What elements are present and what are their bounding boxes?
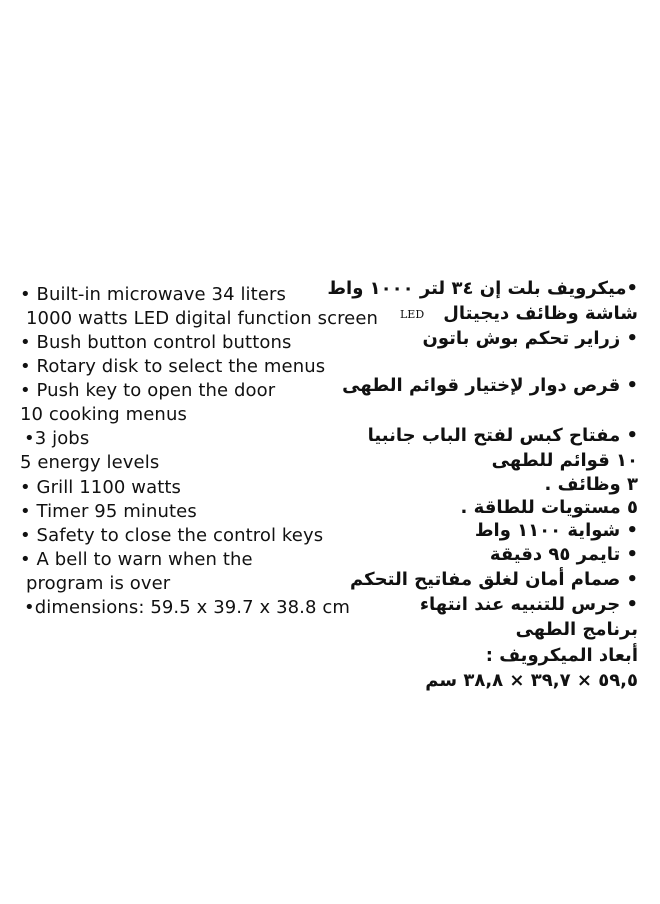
ar-line-push-key: • مفتاح كبس لفتح الباب جانبيا (367, 425, 638, 446)
ar-line-safety: • صمام أمان لغلق مفاتيح التحكم (350, 569, 638, 590)
ar-line-digital-screen: شاشة وظائف ديجيتال (443, 303, 638, 324)
en-line-built-in: • Built-in microwave 34 liters (20, 284, 286, 305)
en-line-led-screen: 1000 watts LED digital function screen (26, 308, 379, 329)
en-line-bell: • A bell to warn when the (20, 549, 253, 570)
ar-line-timer: • تايمر ٩٥ دقيقة (489, 544, 638, 565)
en-line-energy-levels: 5 energy levels (20, 452, 160, 473)
en-line-program-over: program is over (26, 573, 171, 594)
ar-line-dimensions-value: ٥٩,٥ × ٣٩,٧ × ٣٨,٨ سم (425, 670, 638, 691)
ar-line-cooking-menus: ١٠ قوائم للطهى (491, 450, 638, 471)
en-line-grill: • Grill 1100 watts (20, 477, 181, 498)
en-line-push-key: • Push key to open the door (20, 380, 276, 401)
en-line-bush-button: • Bush button control buttons (20, 332, 292, 353)
ar-line-rotary-disk: • قرص دوار لإختيار قوائم الطهى (342, 375, 638, 396)
en-line-dimensions: •dimensions: 59.5 x 39.7 x 38.8 cm (24, 597, 351, 618)
en-line-cooking-menus: 10 cooking menus (20, 404, 187, 425)
ar-line-jobs: ٣ وظائف . (544, 474, 638, 495)
ar-line-built-in: •ميكرويف بلت إن ٣٤ لتر ١٠٠٠ واط (327, 278, 638, 299)
ar-line-dimensions-label: أبعاد الميكرويف : (485, 645, 638, 666)
ar-line-energy-levels: ٥ مستويات للطاقة . (460, 497, 638, 518)
ar-line-bell: • جرس للتنبيه عند انتهاء (419, 594, 638, 615)
arabic-spec-list (300, 0, 660, 904)
ar-line-grill: • شواية ١١٠٠ واط (474, 520, 638, 541)
ar-line-program: برنامج الطهى (515, 619, 638, 640)
en-line-safety: • Safety to close the control keys (20, 525, 324, 546)
en-line-jobs: •3 jobs (24, 428, 90, 449)
ar-line-push-buttons: • زراير تحكم بوش باتون (422, 328, 638, 349)
led-label: LED (400, 308, 425, 321)
en-line-timer: • Timer 95 minutes (20, 501, 197, 522)
en-line-rotary-disk: • Rotary disk to select the menus (20, 356, 326, 377)
